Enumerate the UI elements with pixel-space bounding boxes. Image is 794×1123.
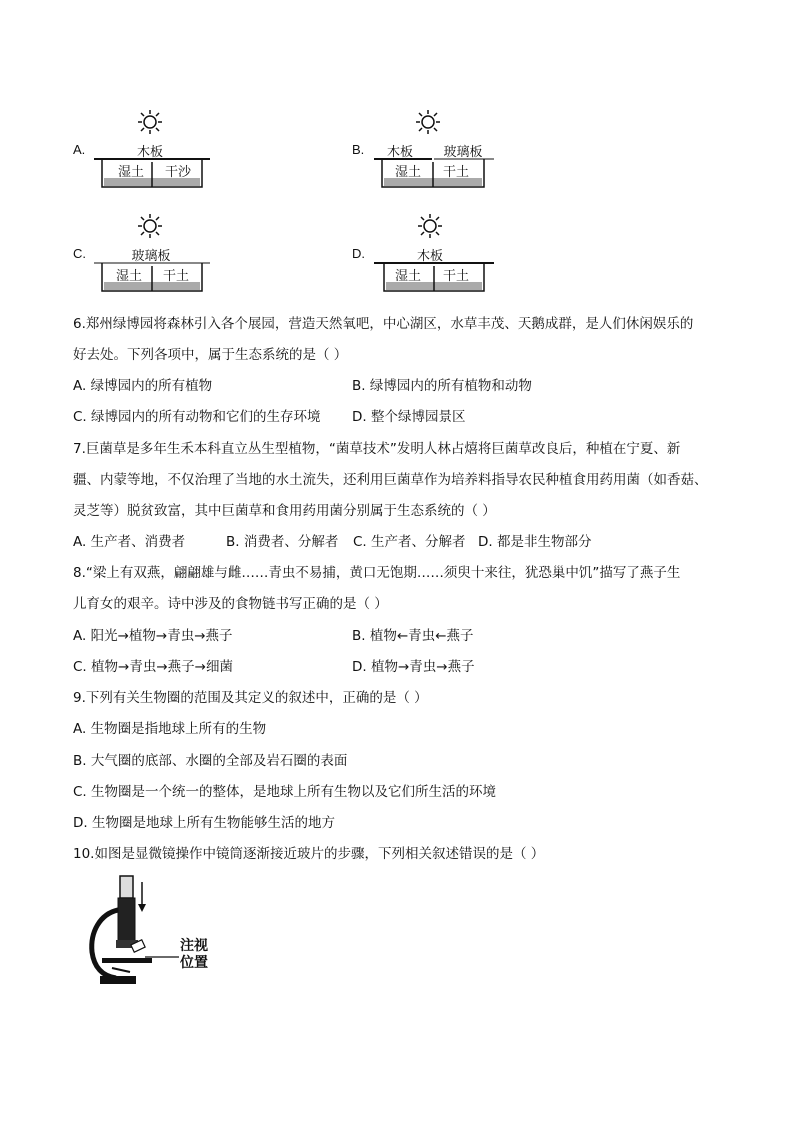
q6-line2: 好去处。下列各项中，属于生态系统的是（ ）: [73, 347, 348, 363]
q8-option-b: B. 植物←青虫←燕子: [352, 628, 474, 644]
board-label: 木板: [386, 145, 413, 160]
q7-line1: 7.巨菌草是多年生禾本科直立丛生型植物，“菌草技术”发明人林占熺将巨菌草改良后，种植在宁夏、新: [73, 441, 681, 457]
pointer-line: [145, 950, 181, 964]
option-c-letter: C.: [73, 246, 86, 261]
q6-option-b: B. 绿博园内的所有植物和动物: [352, 378, 532, 394]
q9-option-c: C. 生物圈是一个统一的整体，是地球上所有生物以及它们所生活的环境: [73, 784, 497, 800]
q7-option-c: C. 生产者、分解者: [353, 534, 466, 550]
q8-option-c: C. 植物→青虫→燕子→细菌: [73, 659, 233, 675]
sun-icon: [418, 214, 442, 238]
option-a-letter: A.: [73, 142, 86, 157]
sun-icon: [416, 110, 440, 134]
q7-option-d: D. 都是非生物部分: [478, 534, 592, 550]
wet-soil-label: 湿土: [394, 165, 421, 180]
q6-line1: 6.郑州绿博园将森林引入各个展园，营造天然氧吧，中心湖区，水草丰茂、天鹅成群，是人们休闲娱乐的: [73, 316, 694, 332]
q8-line2: 儿育女的艰辛。诗中涉及的食物链书写正确的是（ ）: [73, 596, 388, 612]
dry-soil-label: 干土: [162, 269, 189, 284]
q8-line1: 8.“梁上有双燕，翩翩雄与雌……青虫不易捕，黄口无饱期……须臾十来往，犹恐巢中饥”描写了燕子生: [73, 565, 681, 581]
microscope-figure: [82, 872, 152, 987]
q7-option-b: B. 消费者、分解者: [226, 534, 339, 550]
glass-board-label: 玻璃板: [443, 145, 483, 160]
q8-option-d: D. 植物→青虫→燕子: [352, 659, 475, 675]
q8-option-a: A. 阳光→植物→青虫→燕子: [73, 628, 233, 644]
board-label: 木板: [416, 249, 443, 264]
sun-icon: [138, 214, 162, 238]
q9-option-a: A. 生物圈是指地球上所有的生物: [73, 721, 267, 737]
figure-label-watch: 注视: [180, 938, 208, 954]
q9-option-b: B. 大气圈的底部、水圈的全部及岩石圈的表面: [73, 753, 348, 769]
option-b-letter: B.: [352, 142, 365, 157]
wet-soil-label: 湿土: [117, 165, 144, 180]
glass-board-label: 玻璃板: [131, 249, 171, 264]
q6-option-d: D. 整个绿博园景区: [352, 409, 466, 425]
option-d-letter: D.: [352, 246, 365, 261]
q7-line2: 疆、内蒙等地，不仅治理了当地的水土流失，还利用巨菌草作为培养料指导农民种植食用药用菌（如香菇、: [73, 472, 708, 488]
q10-line1: 10.如图是显微镜操作中镜筒逐渐接近玻片的步骤，下列相关叙述错误的是（ ）: [73, 846, 545, 862]
sun-icon: [138, 110, 162, 134]
board-label: 木板: [136, 145, 163, 160]
q9-line1: 9.下列有关生物圈的范围及其定义的叙述中，正确的是（ ）: [73, 690, 428, 706]
q7-option-a: A. 生产者、消费者: [73, 534, 186, 550]
dry-soil-label: 干土: [442, 165, 469, 180]
q6-option-a: A. 绿博园内的所有植物: [73, 378, 213, 394]
figure-label-position: 位置: [180, 955, 208, 971]
q6-option-c: C. 绿博园内的所有动物和它们的生存环境: [73, 409, 321, 425]
dry-sand-label: 干沙: [164, 165, 191, 180]
wet-soil-label: 湿土: [394, 269, 421, 284]
dry-soil-label: 干土: [442, 269, 469, 284]
q7-line3: 灵芝等）脱贫致富，其中巨菌草和食用药用菌分别属于生态系统的（ ）: [73, 503, 496, 519]
q9-option-d: D. 生物圈是地球上所有生物能够生活的地方: [73, 815, 335, 831]
wet-soil-label: 湿土: [115, 269, 142, 284]
